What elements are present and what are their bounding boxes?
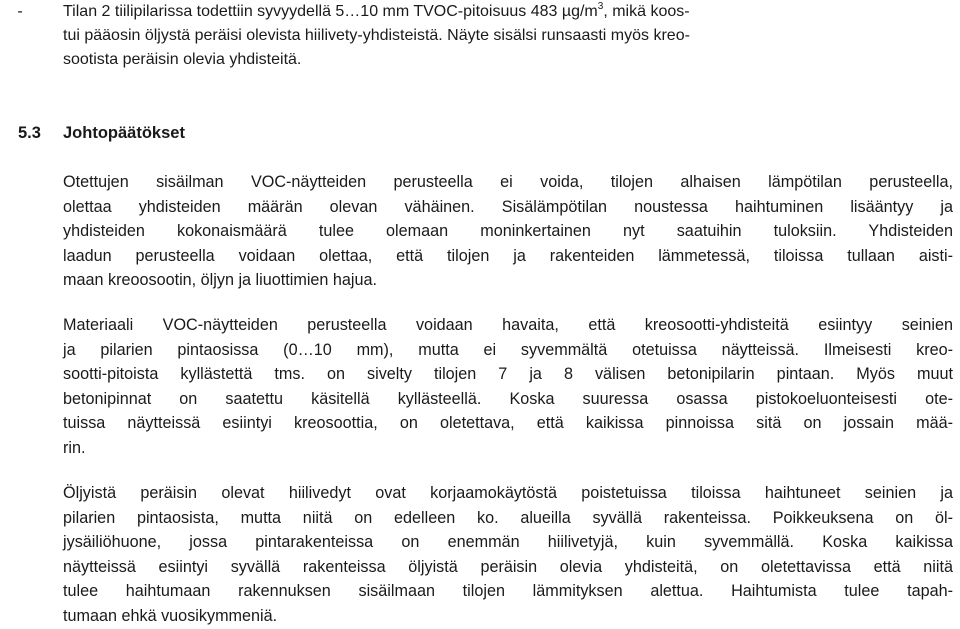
paragraph-line: olettaa yhdisteiden määrän olevan vähäinen. Sisälämpötilan noustessa haihtuminen lisääntyy ja: [63, 197, 953, 216]
bullet-line: [63, 0, 943, 24]
paragraph-line: sootti-pitoista kyllästettä tms. on sivelty tilojen 7 ja 8 välisen betonipilarin pintaan. Myös muut: [63, 365, 953, 384]
paragraph: [63, 170, 953, 293]
paragraph: [63, 313, 953, 461]
paragraph-line: rin.: [63, 438, 86, 457]
paragraph-line: Materiaali VOC-näytteiden perusteella voidaan havaita, että kreosootti-yhdisteitä esiintyy seinien: [63, 316, 953, 334]
bullet-dash: -: [17, 3, 23, 20]
paragraph-line: tuissa näytteissä esiintyi kreosoottia, on oletettava, että kaikissa pinnoissa sitä on jossain mää-: [63, 414, 953, 433]
paragraph-line: pilarien pintaosista, mutta niitä on edelleen ko. alueilla syvällä rakenteissa. Poikkeuksena on öl-: [63, 508, 953, 527]
bullet-line-tail: , mikä koos-: [603, 3, 690, 20]
paragraph-line: ja pilarien pintaosissa (0…10 mm), mutta ei syvemmältä otetuissa näytteissä. Ilmeisesti kreo-: [63, 340, 953, 359]
paragraph-line: tulee haihtumaan rakennuksen sisäilmaan tilojen lämmityksen alettua. Haihtumista tulee tapah-: [63, 582, 953, 601]
superscript: 3: [597, 1, 604, 12]
paragraph-line: tumaan ehkä vuosikymmeniä.: [63, 606, 278, 625]
bullet-line: tui pääosin öljystä peräisi olevista hiilivety-yhdisteistä. Näyte sisälsi runsaasti myös kreo-: [63, 27, 690, 44]
paragraph-line: yhdisteiden kokonaismäärä tulee olemaan moninkertainen nyt saatuihin tuloksiin. Yhdisteiden: [63, 222, 953, 241]
paragraph-line: laadun perusteella voidaan olettaa, että tilojen ja rakenteiden lämmetessä, tiloissa tullaan aisti-: [63, 246, 953, 265]
bullet-item: [17, 0, 943, 72]
paragraph-line: maan kreoosootin, öljyn ja liuottimien hajua.: [63, 271, 378, 290]
section-number: 5.3: [18, 124, 41, 142]
bullet-line-text: Tilan 2 tiilipilarissa todettiin syvyydellä 5…10 mm TVOC-pitoisuus 483 µg/m: [63, 3, 598, 20]
paragraph-line: betonipinnat on saatettu käsitellä kyllästeellä. Koska suuressa osassa pistokoeluonteisesti ote-: [63, 389, 953, 408]
paragraph-line: näytteissä esiintyi syvällä rakenteissa öljyistä peräisin olevia yhdisteitä, on oletettavissa että niitä: [63, 557, 953, 576]
bullet-text: [63, 0, 943, 72]
section-title: Johtopäätökset: [63, 124, 185, 142]
bullet-line: sootista peräisin olevia yhdisteitä.: [63, 51, 302, 68]
paragraph: [63, 481, 953, 629]
paragraph-line: jysäiliöhuone, jossa pintarakenteissa on enemmän hiilivetyjä, kuin syvemmällä. Koska kaikissa: [63, 533, 953, 552]
section-heading: [18, 121, 185, 145]
paragraph-line: Otettujen sisäilman VOC-näytteiden perusteella ei voida, tilojen alhaisen lämpötilan perusteella,: [63, 173, 953, 191]
paragraph-line: Öljyistä peräisin olevat hiilivedyt ovat korjaamokäytöstä poistetuissa tiloissa haihtuneet seinien ja: [63, 484, 953, 502]
